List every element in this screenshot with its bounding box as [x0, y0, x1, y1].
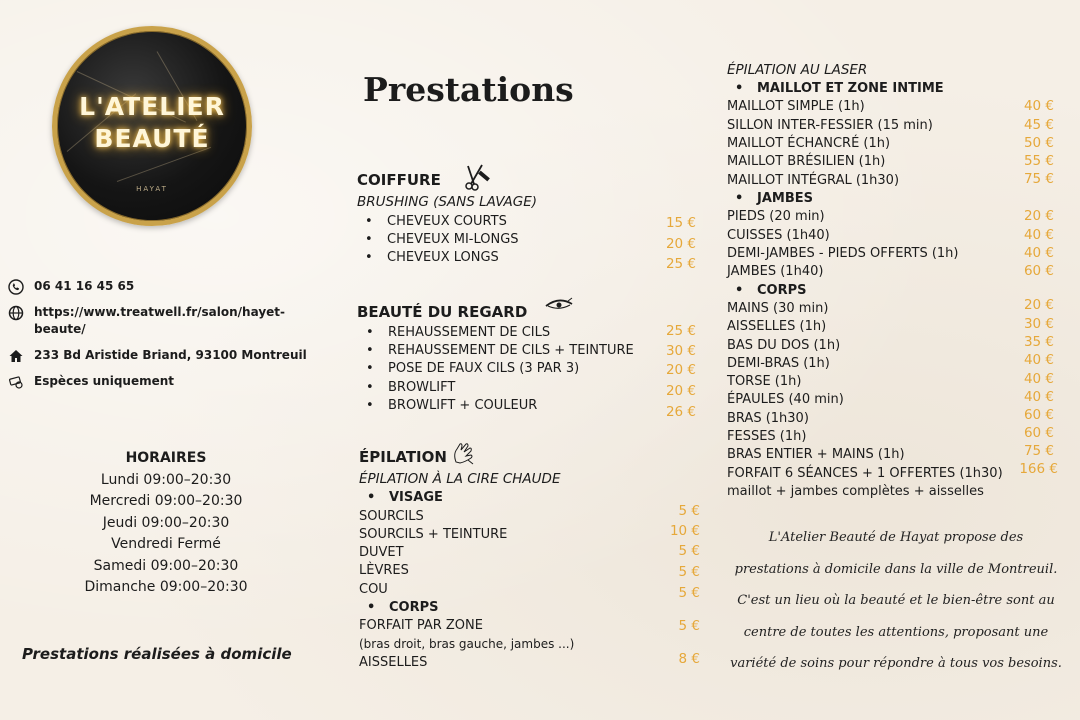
payment-row [8, 373, 308, 390]
contact-info [8, 278, 308, 399]
logo-title: L'ATELIER BEAUTÉ [79, 92, 225, 153]
price: 30 € [1023, 316, 1054, 332]
hours-day: Vendredi Fermé [111, 536, 221, 553]
list-item-note: maillot + jambes complètes + aisselles [727, 484, 984, 499]
list-item: • CHEVEUX LONGS [357, 250, 499, 265]
section-title-coiffure: COIFFURE [357, 171, 441, 189]
description-line: L'Atelier Beauté de Hayat propose des [768, 530, 1024, 545]
price: 10 € [669, 523, 700, 539]
page-title: Prestations [363, 70, 574, 109]
list-item: • POSE DE FAUX CILS (3 PAR 3) [358, 361, 579, 376]
price: 30 € [665, 343, 696, 359]
price: 15 € [665, 215, 696, 231]
salon-description [722, 522, 1070, 680]
list-item: • REHAUSSEMENT DE CILS + TEINTURE [358, 343, 634, 358]
price: 60 € [1023, 425, 1054, 441]
list-item: ÉPAULES (40 min) [727, 392, 844, 407]
subsection-title: • VISAGE [359, 490, 443, 505]
price: 40 € [1023, 227, 1054, 243]
home-service-note: Prestations réalisées à domicile [22, 645, 292, 663]
hours-day: Lundi 09:00–20:30 [100, 472, 232, 488]
price: 25 € [665, 323, 696, 339]
price: 8 € [678, 651, 700, 667]
price: 75 € [1023, 443, 1054, 459]
list-item: • BROWLIFT + COULEUR [358, 398, 537, 413]
list-item: DEMI-JAMBES - PIEDS OFFERTS (1h) [727, 246, 959, 261]
price: 5 € [678, 564, 700, 580]
opening-hours [52, 450, 280, 598]
price: 5 € [678, 543, 700, 559]
list-item: DEMI-BRAS (1h) [727, 356, 830, 371]
price: 35 € [1023, 334, 1054, 350]
list-item: BRAS (1h30) [727, 411, 809, 426]
price: 75 € [1023, 171, 1054, 187]
list-item: BRAS ENTIER + MAINS (1h) [727, 447, 905, 462]
price: 20 € [1023, 208, 1054, 224]
list-item: SOURCILS + TEINTURE [359, 527, 508, 542]
hours-day: Mercredi 09:00–20:30 [89, 493, 243, 510]
price: 45 € [1023, 117, 1054, 133]
list-item: CUISSES (1h40) [727, 228, 830, 243]
section-title-epilation: ÉPILATION [359, 448, 447, 466]
subsection-title: • CORPS [727, 283, 807, 298]
price: 5 € [678, 618, 700, 634]
subsection-title: • JAMBES [727, 191, 813, 206]
list-item: MAILLOT SIMPLE (1h) [727, 99, 865, 114]
list-item: • BROWLIFT [358, 380, 455, 395]
price: 20 € [1023, 297, 1054, 313]
list-item: BAS DU DOS (1h) [727, 338, 841, 353]
price: 20 € [665, 383, 696, 399]
list-item: MAINS (30 min) [727, 301, 829, 316]
list-item: • CHEVEUX COURTS [357, 214, 507, 229]
price: 40 € [1023, 245, 1054, 261]
phone-row[interactable] [8, 278, 308, 295]
list-item: AISSELLES (1h) [727, 319, 827, 334]
price: 26 € [665, 404, 696, 420]
description-line: prestations à domicile dans la ville de Montreuil. [734, 561, 1058, 577]
list-item: TORSE (1h) [727, 374, 802, 389]
price: 40 € [1023, 352, 1054, 368]
list-item: COU [359, 582, 388, 597]
globe-icon [8, 305, 24, 321]
description-line: variété de soins pour répondre à tous vos besoins. [730, 656, 1062, 671]
list-item: • REHAUSSEMENT DE CILS [358, 325, 550, 340]
price: 40 € [1023, 371, 1054, 387]
epilation-subtitle: ÉPILATION À LA CIRE CHAUDE [359, 471, 561, 487]
subsection-title: • MAILLOT ET ZONE INTIME [727, 81, 944, 96]
description-line: C'est un lieu où la beauté et le bien-être sont au [737, 593, 1055, 608]
payment-method: Espèces uniquement [34, 374, 175, 388]
phone-icon [8, 279, 24, 295]
subsection-title: • CORPS [359, 600, 439, 615]
price: 55 € [1023, 153, 1054, 169]
list-item: LÈVRES [359, 563, 409, 578]
cash-icon [8, 374, 24, 390]
hours-day: Jeudi 09:00–20:30 [102, 514, 230, 531]
list-item: • CHEVEUX MI-LONGS [357, 232, 519, 247]
list-item: MAILLOT BRÉSILIEN (1h) [727, 154, 886, 169]
logo [52, 26, 252, 226]
address: 233 Bd Aristide Briand, 93100 Montreuil [34, 348, 307, 362]
eye-icon [544, 296, 574, 314]
phone-number: 06 41 16 45 65 [34, 279, 135, 293]
website-link[interactable]: https://www.treatwell.fr/salon/hayet-beaute/ [34, 305, 285, 336]
price: 40 € [1023, 389, 1054, 405]
price: 20 € [665, 362, 696, 378]
address-row [8, 347, 308, 364]
scissors-comb-icon [462, 162, 492, 192]
list-item: JAMBES (1h40) [727, 264, 824, 279]
price: 5 € [678, 585, 700, 601]
list-item: PIEDS (20 min) [727, 209, 825, 224]
price: 5 € [678, 503, 700, 519]
list-item: AISSELLES [359, 655, 428, 670]
price: 60 € [1023, 263, 1054, 279]
logo-subtitle: HAYAT [136, 185, 168, 193]
price: 50 € [1023, 135, 1054, 151]
section-title-regard: BEAUTÉ DU REGARD [357, 303, 528, 321]
hours-day: Dimanche 09:00–20:30 [84, 579, 248, 596]
list-item: FESSES (1h) [727, 429, 807, 444]
list-item: SOURCILS [359, 509, 424, 524]
list-item: SILLON INTER-FESSIER (15 min) [727, 118, 933, 133]
list-item-note: (bras droit, bras gauche, jambes ...) [359, 637, 575, 651]
hours-day: Samedi 09:00–20:30 [93, 557, 239, 574]
list-item: MAILLOT INTÉGRAL (1h30) [727, 173, 900, 188]
price: 166 € [1019, 461, 1058, 477]
list-item: FORFAIT 6 SÉANCES + 1 OFFERTES (1h30) [727, 466, 1003, 481]
laser-title: ÉPILATION AU LASER [727, 62, 868, 78]
list-item: MAILLOT ÉCHANCRÉ (1h) [727, 136, 891, 151]
price: 40 € [1023, 98, 1054, 114]
price: 25 € [665, 256, 696, 272]
list-item: FORFAIT PAR ZONE [359, 618, 483, 633]
price: 20 € [665, 236, 696, 252]
website-row[interactable] [8, 304, 308, 338]
wax-hand-icon [450, 440, 476, 466]
coiffure-subtitle: BRUSHING (SANS LAVAGE) [357, 194, 538, 210]
price: 60 € [1023, 407, 1054, 423]
list-item: DUVET [359, 545, 404, 560]
hours-title: HORAIRES [125, 450, 207, 466]
home-icon [8, 348, 24, 364]
description-line: centre de toutes les attentions, proposant une [743, 624, 1049, 640]
